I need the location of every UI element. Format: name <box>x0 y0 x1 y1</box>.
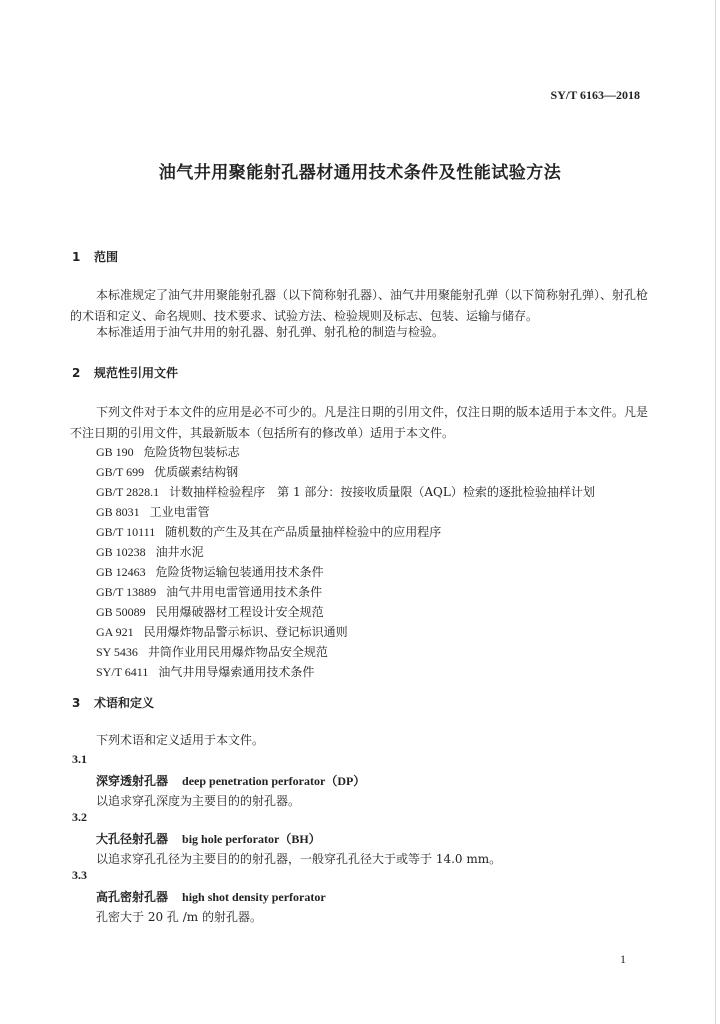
section-title: 范围 <box>94 250 119 264</box>
reference-item: GB/T 10111 随机数的产生及其在产品质量抽样检验中的应用程序 <box>96 525 442 539</box>
term-definition: 以追求穿孔孔径为主要目的的射孔器，一般穿孔孔径大于或等于 14.0 mm。 <box>96 852 502 866</box>
page-number: 1 <box>620 952 626 966</box>
reference-item: GB/T 2828.1 计数抽样检验程序 第 1 部分：按接收质量限（AQL）检索的逐批检验抽样计划 <box>96 485 595 499</box>
term-heading: 深穿透射孔器 deep penetration perforator（DP） <box>96 774 366 788</box>
terms-intro: 下列术语和定义适用于本文件。 <box>96 733 265 747</box>
section-3-heading <box>72 694 154 711</box>
section-1-heading <box>72 248 118 265</box>
page-edge-line <box>715 0 716 1024</box>
document-title: 油气井用聚能射孔器材通用技术条件及性能试验方法 <box>158 163 562 183</box>
clause-number: 3.1 <box>72 752 87 766</box>
scope-paragraph-1: 本标准规定了油气井用聚能射孔器（以下简称射孔器）、油气井用聚能射孔弹（以下简称射孔弹）、射孔枪的术语和定义、命名规则、技术要求、试验方法、检验规则及标志、包装、运输与储存。 <box>70 288 649 323</box>
reference-item: GB 50089 民用爆破器材工程设计安全规范 <box>96 605 324 619</box>
section-title: 术语和定义 <box>94 696 155 710</box>
reference-item: GB 10238 油井水泥 <box>96 545 204 559</box>
section-2-heading <box>72 364 178 381</box>
standard-code: SY/T 6163—2018 <box>550 88 640 102</box>
reference-item: SY/T 6411 油气井用导爆索通用技术条件 <box>96 665 315 679</box>
reference-item: GB 190 危险货物包装标志 <box>96 445 240 459</box>
reference-item: SY 5436 井筒作业用民用爆炸物品安全规范 <box>96 645 328 659</box>
term-heading: 高孔密射孔器 high shot density perforator <box>96 890 326 904</box>
term-heading: 大孔径射孔器 big hole perforator（BH） <box>96 832 321 846</box>
reference-item: GB/T 13889 油气井用电雷管通用技术条件 <box>96 585 323 599</box>
term-definition: 孔密大于 20 孔 /m 的射孔器。 <box>96 910 262 924</box>
term-definition: 以追求穿孔深度为主要目的的射孔器。 <box>96 794 301 808</box>
references-intro: 下列文件对于本文件的应用是必不可少的。凡是注日期的引用文件，仅注日期的版本适用于本文件。凡是不注日期的引用文件，其最新版本（包括所有的修改单）适用于本文件。 <box>70 405 649 440</box>
clause-number: 3.3 <box>72 868 87 882</box>
reference-item: GA 921 民用爆炸物品警示标识、登记标识通则 <box>96 625 348 639</box>
clause-number: 3.2 <box>72 810 87 824</box>
section-title: 规范性引用文件 <box>94 366 179 380</box>
section-number: 2 <box>72 366 81 380</box>
reference-item: GB/T 699 优质碳素结构钢 <box>96 465 239 479</box>
section-number: 1 <box>72 250 81 264</box>
scope-paragraph-2: 本标准适用于油气井用的射孔器、射孔弹、射孔枪的制造与检验。 <box>96 325 445 339</box>
section-number: 3 <box>72 696 81 710</box>
reference-item: GB 12463 危险货物运输包装通用技术条件 <box>96 565 324 579</box>
reference-item: GB 8031 工业电雷管 <box>96 505 210 519</box>
